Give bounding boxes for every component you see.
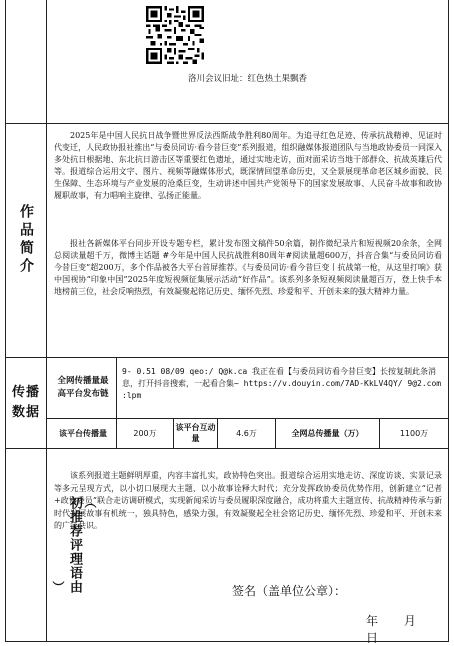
form-table xyxy=(5,0,449,645)
spread-label: 传播数据 xyxy=(12,384,41,420)
intro-paragraph-1: 2025年是中国人民抗日战争暨世界反法西斯战争胜利80周年。为追寻红色足迹、传承抗战精神、见证时代变迁，人民政协报社推出“与委员同访·看今昔巨变”系列报道，组织融媒体报道团队与当地政协委员一同深入多处抗日根据地、东北抗日游击区等重要红色遗址，通过实地走访，面对面采访当地干部群众、抗战英雄后代等。报道综合运用文字、图片、视频等融媒体形式，既深情回望革命历史，又全景展现革命老区城乡面貌、民生保障、生态环境与产业发展的沧桑巨变，生动讲述中国共产党领导下的国家发展故事、人民奋斗故事和政协履职故事，有力唱响主旋律、弘扬正能量。 xyxy=(54,131,442,200)
divider xyxy=(6,123,448,124)
divider xyxy=(6,357,448,358)
platform-interact-label: 该平台互动量 xyxy=(175,423,216,443)
review-text: 该系列报道主题鲜明厚重，内容丰富扎实，政协特色突出。报道综合运用实地走访、深度访谈、实景记录等多元呈现方式，以小切口展现大主题、以小故事诠释大时代；充分发挥政协委员优势作用，创新建立“记者+政协委员”联合走访调研模式，实现新闻采访与委员履职深度融合，成功将重大主题宣传、抗战精神传承与新时代发展故事有机统一，独具特色，感染力强，有效凝聚起全社会铭记历史、缅怀先烈、珍爱和平、开创未来的广泛共识。 xyxy=(54,471,442,531)
review-label-cell xyxy=(6,448,97,641)
spread-label-cell xyxy=(6,357,46,448)
intro-label-cell xyxy=(6,123,46,357)
signature-label: 签名（盖单位公章）： xyxy=(232,584,347,598)
total-reads-label: 全网总传播量（万） xyxy=(291,428,364,438)
top-platform-link[interactable]: 9- 0.51 08/09 qeo:/ Q@k.ca 我正在看【与委员同访看今昔巨变】长按复制此条消息，打开抖音搜索，一起看合集~ https://v.douyin.com/7AD-KkLV4QY/ 9@2.com :lpm xyxy=(122,367,442,400)
divider xyxy=(6,448,448,449)
platform-interact-value: 4.6万 xyxy=(236,428,257,438)
photo-caption: 洛川会议旧址：红色热土果飘香 xyxy=(187,74,307,84)
total-reads-value: 1100万 xyxy=(399,428,429,438)
qr-code-icon xyxy=(146,6,204,64)
review-label: （ 初推荐评理语由 ） xyxy=(51,495,97,594)
intro-paragraph-2: 报社各新媒体平台同步开设专题专栏，累计发布图文稿件50余篇，制作微纪录片和短视频20余条，全网总阅读量超千万，微博主话题 #今年是中国人民抗战胜利80周年#阅读量超600万，抖音合集“与委员同访看今昔巨变”超200万，多个作品被各大平台首屏推荐。《与委员同访·看今昔巨变丨抗战第一枪，从这里打响》获中国视协“印象中国”2025年度短视频征集展示活动“好作品”。该系列多条短视频阅读量超百万，登上快手本地榜前三位，社会反响热烈，有效凝聚起铭记历史、缅怀先烈、珍爱和平、开创未来的强大精神力量。 xyxy=(54,239,442,296)
top-platform-label: 全网传播量最高平台发布链 xyxy=(57,376,109,399)
divider xyxy=(46,418,448,419)
date-label: 年 月 日 xyxy=(366,614,422,645)
platform-reads-label: 该平台传播量 xyxy=(59,428,107,438)
platform-reads-value: 200万 xyxy=(133,428,157,438)
intro-label: 作品简介 xyxy=(18,204,34,276)
